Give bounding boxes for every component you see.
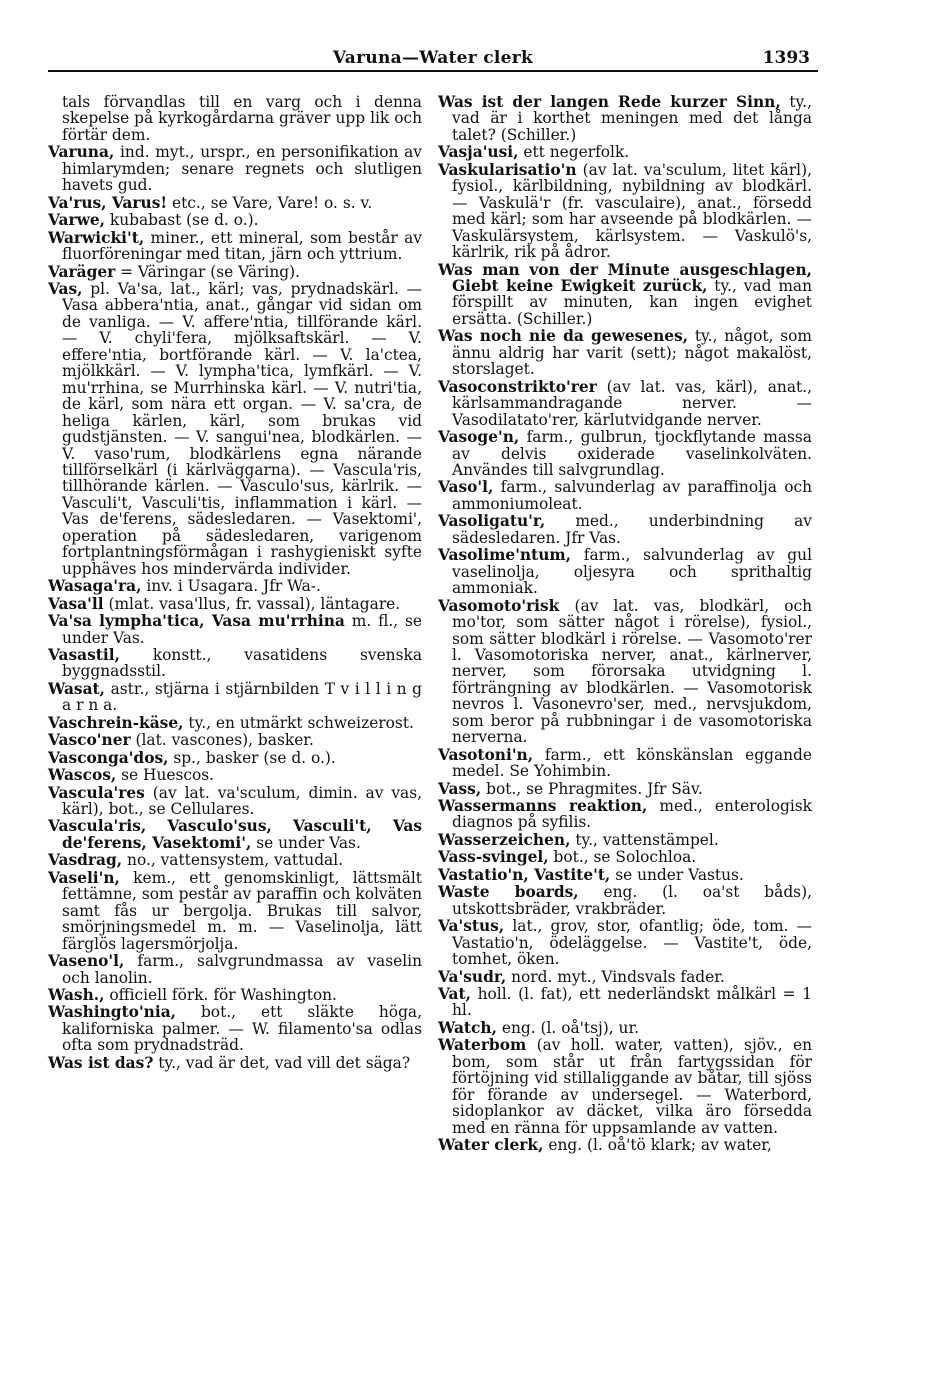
entry-definition: se Huescos. (116, 766, 215, 785)
entry-headword: Vas, (48, 279, 83, 298)
entry-headword: Wassermanns reaktion, (438, 797, 648, 816)
entry-definition: ty., något, som ännu aldrig har varit (sett); något makalöst, storslaget. (452, 327, 813, 379)
dictionary-entry (48, 94, 422, 143)
dictionary-entry (48, 144, 422, 193)
entry-definition: konstt., vasatidens svenska byggnadsstil. (62, 645, 422, 681)
dictionary-entry (48, 1055, 422, 1071)
dictionary-entry (438, 379, 812, 428)
dictionary-entry (438, 162, 812, 261)
entry-headword: Wascos, (48, 766, 117, 785)
entry-definition: se under Vas. (251, 833, 361, 852)
entry-headword: Vasoligatu'r, (438, 512, 546, 531)
entry-definition: astr., stjärna i stjärnbilden T v i l l i n g a r n a. (62, 679, 422, 715)
entry-headword: Va'sa lympha'tica, Vasa mu'rrhina (48, 612, 345, 631)
dictionary-entry (438, 1020, 812, 1036)
entry-definition: holl. (l. fat), ett nederländskt målkärl = 1 hl. (452, 985, 812, 1020)
entry-definition: etc., se Vare, Vare! o. s. v. (167, 193, 373, 212)
entry-definition: bot., se Solochloa. (548, 848, 697, 867)
entry-definition: ind. myt., urspr., en personifikation av himlarymden; senare regnets och slutligen havets gud. (62, 143, 422, 195)
entry-definition: ty., en utmärkt schweizerost. (183, 713, 414, 732)
dictionary-entry (438, 547, 812, 596)
entry-headword: Vasa'll (48, 594, 104, 613)
dictionary-entry (48, 195, 422, 211)
entry-definition: farm., gulbrun, tjockflytande massa av delvis oxiderade vaselinkolväten. Användes till salvgrundlag. (452, 428, 812, 479)
dictionary-entry (48, 870, 422, 952)
entry-definition: bot., ett släkte höga, kaliforniska palmer. — W. filamento'sa odlas ofta som prydnadsträd. (62, 1003, 422, 1055)
entry-headword: Washingto'nia, (48, 1003, 177, 1022)
entry-headword: Vaseli'n, (48, 868, 120, 887)
dictionary-entry (48, 732, 422, 748)
entry-definition: (lat. vascones), basker. (130, 731, 314, 750)
entry-definition: farm., salvunderlag av paraffinolja och ammoniumoleat. (452, 478, 812, 513)
running-title: Varuna—Water clerk (332, 48, 534, 68)
entry-definition: inv. i Usagara. Jfr Wa-. (141, 577, 321, 596)
dictionary-entry (48, 596, 422, 612)
entry-headword: Vaskularisatio'n (438, 160, 577, 179)
entry-definition: ty., vad man förspillt av minuten, kan ingen evighet ersätta. (Schiller.) (452, 276, 812, 328)
dictionary-entry (438, 262, 812, 328)
dictionary-entry (438, 832, 812, 848)
entry-definition: (av lat. vas, blodkärl, och mo'tor, som sätter något i rörelse), fysiol., som sätter blodkärl i rörelse. — Vasomoto'rer l. Vasomotoriska nerver, anat., kärlnerver, nerver, som förorsaka utvidgning l. förträngning av blodkärlen. — Vasomotorisk nevros l. Vasonevro'ser, med., nervsjukdom, som beror på rubbningar i de vasomotoriska nerverna. (452, 596, 812, 747)
dictionary-entry (438, 1037, 812, 1136)
dictionary-entry (438, 94, 812, 143)
entry-definition: eng. (l. oa'st båds), utskottsbräder, vrakbräder. (452, 883, 812, 918)
entry-definition: miner., ett mineral, som består av fluorföreningar med titan, järn och yttrium. (62, 228, 422, 264)
entry-headword: Vasolime'ntum, (438, 546, 572, 565)
entry-headword: Was ist das? (48, 1053, 154, 1072)
dictionary-entry (438, 781, 812, 797)
dictionary-entry (48, 987, 422, 1003)
entry-headword: Vasomoto'risk (438, 596, 560, 615)
entry-headword: Vascula'ris, Vasculo'sus, Vasculi't, Vas de'ferens, Vasektomi', (48, 817, 422, 852)
dictionary-entry (438, 849, 812, 865)
entry-definition: officiell förk. för Washington. (104, 986, 337, 1005)
entry-headword: Vascula'res (48, 783, 145, 802)
entry-headword: Varuna, (48, 143, 115, 162)
entry-definition: bot., se Phragmites. Jfr Säv. (481, 779, 703, 798)
entry-headword: Vass, (438, 779, 482, 798)
entry-definition: se under Vastus. (610, 865, 744, 884)
dictionary-entry (438, 747, 812, 780)
dictionary-entry (48, 785, 422, 818)
dictionary-entry (48, 715, 422, 731)
dictionary-entry (438, 479, 812, 512)
entry-headword: Vasotoni'n, (438, 745, 534, 764)
entry-headword: Vaschrein-käse, (48, 713, 184, 732)
entry-definition: ett negerfolk. (518, 143, 630, 162)
entry-definition: farm., salvgrundmassa av vaselin och lanolin. (62, 952, 422, 987)
entry-headword: Varäger (48, 262, 116, 281)
right-column (438, 94, 812, 1155)
dictionary-entry (48, 264, 422, 280)
entry-definition: farm., ett könskänslan eggande medel. Se Yohimbin. (452, 745, 812, 781)
entry-headword: Vasoconstrikto'rer (438, 377, 597, 396)
entry-definition: (av lat. va'sculum, dimin. av vas, kärl), bot., se Cellulares. (62, 783, 422, 819)
dictionary-entry (48, 613, 422, 646)
entry-headword: Was man von der Minute ausgeschlagen, Giebt keine Ewigkeit zurück, (438, 260, 812, 295)
dictionary-entry (48, 1004, 422, 1053)
dictionary-entry (48, 647, 422, 680)
entry-headword: Vasja'usi, (438, 143, 519, 162)
entry-definition: sp., basker (se d. o.). (168, 748, 336, 767)
entry-definition: med., enterologisk diagnos på syfilis. (452, 797, 812, 832)
dictionary-entry (48, 578, 422, 594)
entry-definition: nord. myt., Vindsvals fader. (506, 967, 725, 986)
entry-headword: Va'sudr, (438, 967, 507, 986)
entry-definition: tals förvandlas till en varg och i denna skepelse på kyrkogårdarna gräver upp lik och förtär dem. (62, 93, 422, 144)
entry-headword: Va'stus, (438, 917, 505, 936)
dictionary-entry (438, 918, 812, 967)
entry-definition: kubabast (se d. o.). (105, 211, 259, 230)
entry-definition: ty., vattenstämpel. (570, 830, 719, 849)
entry-headword: Va'rus, Varus! (48, 193, 168, 212)
entry-definition: med., underbindning av sädesledaren. Jfr Vas. (452, 512, 812, 547)
dictionary-entry (48, 852, 422, 868)
dictionary-entry (438, 513, 812, 546)
dictionary-entry (438, 598, 812, 746)
dictionary-entry (48, 767, 422, 783)
entry-definition: ty., vad är det, vad vill det säga? (153, 1053, 411, 1072)
dictionary-entry (48, 953, 422, 986)
dictionary-entry (48, 681, 422, 714)
entry-headword: Vasdrag, (48, 851, 123, 870)
dictionary-entry (48, 230, 422, 263)
entry-definition: (av lat. vas, kärl), anat., kärlsammandragande nerver. — Vasodilatato'rer, kärlutvidgande nerver. (452, 377, 812, 429)
entry-headword: Watch, (438, 1018, 497, 1037)
entry-headword: Vasoge'n, (438, 428, 520, 447)
entry-headword: Water clerk, (438, 1136, 544, 1155)
dictionary-entry (438, 867, 812, 883)
entry-headword: Was ist der langen Rede kurzer Sinn, (438, 93, 781, 111)
left-column (48, 94, 422, 1072)
entry-headword: Vasco'ner (48, 731, 131, 750)
entry-headword: Was noch nie da gewesenes, (438, 327, 689, 346)
entry-headword: Wasaga'ra, (48, 577, 142, 596)
dictionary-entry (438, 798, 812, 831)
dictionary-entry (48, 818, 422, 851)
entry-headword: Waste boards, (438, 883, 579, 902)
entry-headword: Wash., (48, 986, 105, 1005)
page-header (48, 44, 818, 72)
entry-definition: kem., ett genomskinligt, lättsmält fettämne, som pestår av paraffin och kolväten samt fås ur bergolja. Brukas till salvor, smörjningsmedel m. m. — Vaselinolja, lätt färglös lagersmörjolja. (62, 868, 422, 953)
dictionary-entry (438, 429, 812, 478)
entry-definition: m. fl., se under Vas. (62, 612, 422, 647)
entry-definition: no., vattensystem, vattudal. (122, 851, 344, 870)
entry-definition: eng. (l. oå'tsj), ur. (496, 1018, 639, 1037)
entry-definition: lat., grov, stor, ofantlig; öde, tom. — Vastatio'n, ödeläggelse. — Vastite't, öde, tomhet, öken. (452, 917, 812, 969)
entry-headword: Vastatio'n, Vastite't, (438, 865, 611, 884)
dictionary-entry (438, 986, 812, 1019)
entry-headword: Waterbom (438, 1036, 527, 1055)
dictionary-entry (48, 750, 422, 766)
entry-definition: (av lat. va'sculum, litet kärl), fysiol., kärlbildning, nybildning av blodkärl. — Vaskulä'r (fr. vasculaire), anat., försedd med kärl; som har avseende på blodkärlen. — Vaskulärsystem, kärlsystem. — Vaskulö's, kärlrik, rik på ådror. (452, 160, 812, 262)
dictionary-entry (438, 884, 812, 917)
entry-definition: ty., vad är i korthet meningen med det långa talet? (Schiller.) (452, 93, 812, 144)
entry-headword: Wasserzeichen, (438, 830, 571, 849)
entry-definition: farm., salvunderlag av gul vaselinolja, oljesyra och sprithaltig ammoniak. (452, 546, 812, 598)
entry-definition: pl. Va'sa, lat., kärl; vas, prydnadskärl. — Vasa abbera'ntia, anat., gångar vid sidan om de vanliga. — V. affere'ntia, tillförande kärl. — V. chyli'fera, mjölksaftskärl. — V. efferе'ntia, bortförande kärl. — V. la'ctea, mjölkkärl. — V. lympha'tica, lymfkärl. — V. mu'rrhina, se Murrhinska kärl. — V. nutri'tia, de kärl, som nära ett organ. — V. sa'cra, de heliga kärlen, kärl, som brukas vid gudstjänsten. — V. sangui'nea, blodkärlen. — V. vaso'rum, blodkärlens egna närande tillförselkärl (i kärlväggarna). — Vascula'ris, tillhörande kärlen. — Vasculo'sus, kärlrik. — Vasculi't, Vasculi'tis, inflammation i kärl. — Vas de'ferens, sädesledaren. — Vasektomi', operation på sädesledaren, varigenom fortplantningsförmågan i rashygieniskt syfte upphäves hos mindervärda individer. (62, 279, 422, 578)
entry-headword: Varwe, (48, 211, 106, 230)
entry-headword: Vass-svingel, (438, 848, 549, 867)
dictionary-entry (438, 969, 812, 985)
dictionary-entry (438, 1137, 812, 1153)
entry-definition: = Väringar (se Väring). (115, 262, 300, 281)
entry-definition: eng. (l. oå'tö klark; av water, (543, 1136, 772, 1155)
entry-definition: (mlat. vasa'llus, fr. vassal), läntagare. (103, 594, 401, 613)
entry-headword: Wasat, (48, 679, 106, 698)
entry-headword: Vaseno'l, (48, 952, 125, 971)
entry-headword: Vasastil, (48, 645, 120, 664)
dictionary-entry (438, 328, 812, 377)
entry-headword: Warwicki't, (48, 228, 145, 247)
dictionary-entry (48, 212, 422, 228)
entry-headword: Vaso'l, (438, 478, 494, 497)
dictionary-entry (438, 144, 812, 160)
entry-headword: Vat, (438, 985, 471, 1004)
page-number: 1393 (762, 48, 810, 68)
dictionary-entry (48, 281, 422, 577)
entry-headword: Vasconga'dos, (48, 748, 169, 767)
entry-definition: (av holl. water, vatten), sjöv., en bom, som står ut från fartygssidan för förtöjning vid stillaliggande av båtar, till sjöss för förande av undersegel. — Waterbord, sidoplankor av däcket, vilka äro försedda med en ränna för uppsamlande av vatten. (452, 1036, 812, 1137)
